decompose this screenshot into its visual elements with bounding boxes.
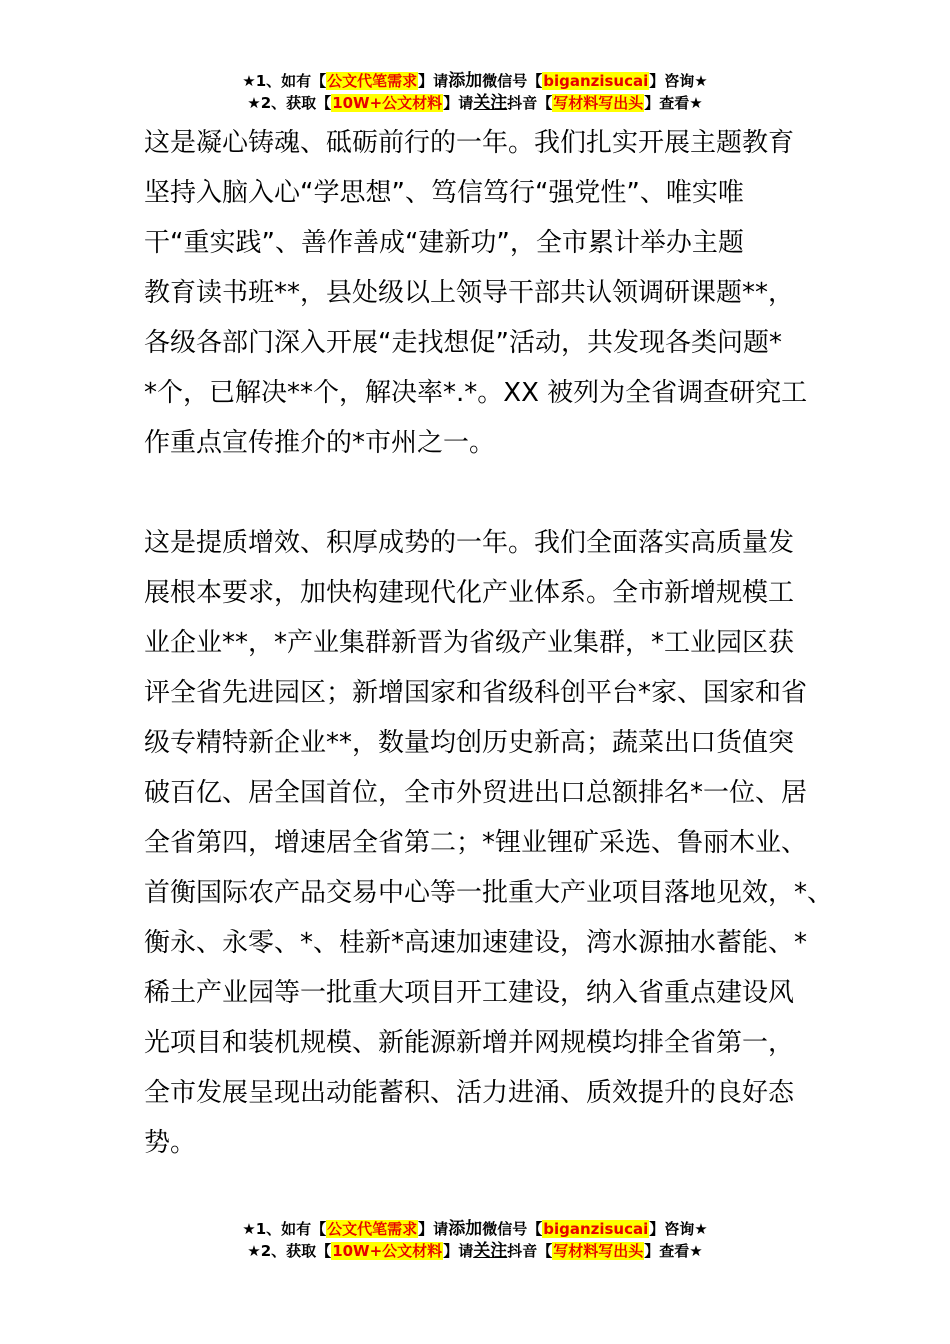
- banner-line-1: [0, 70, 950, 92]
- banner-text: ★2、获取【: [247, 1242, 332, 1260]
- banner-highlight-service: 公文代笔需求: [327, 1220, 418, 1238]
- text-line: 破百亿、居全国首位，全市外贸进出口总额排名*一位、居: [144, 778, 808, 808]
- paragraph-spacer: [144, 468, 816, 518]
- banner-text: ★1、如有【: [242, 72, 327, 90]
- text-line: 各级各部门深入开展“走找想促”活动，共发现各类问题*: [144, 328, 782, 358]
- banner-emphasis: 关注: [473, 93, 508, 113]
- text-line: 级专精特新企业**，数量均创历史新高；蔬菜出口货值突: [144, 728, 795, 758]
- banner-highlight-materials: 10W+公文材料: [332, 94, 443, 112]
- paragraph-1: [144, 118, 816, 468]
- text-line: 展根本要求，加快构建现代化产业体系。全市新增规模工: [144, 578, 795, 608]
- banner-line-2: [0, 1240, 950, 1262]
- text-line: 业企业**，*产业集群新晋为省级产业集群，*工业园区获: [144, 628, 795, 658]
- banner-emphasis: 添加: [448, 71, 483, 91]
- text-line: 全市发展呈现出动能蓄积、活力进涌、质效提升的良好态: [144, 1078, 795, 1108]
- banner-text: ★2、获取【: [247, 94, 332, 112]
- banner-emphasis: 关注: [473, 1241, 508, 1261]
- banner-text: 】请: [443, 1242, 474, 1260]
- text-line: 势。: [144, 1128, 197, 1158]
- text-line: 稀土产业园等一批重大项目开工建设，纳入省重点建设风: [144, 978, 795, 1008]
- banner-text: 】咨询★: [649, 72, 708, 90]
- banner-text: 】请: [418, 1220, 449, 1238]
- banner-text: ★1、如有【: [242, 1220, 327, 1238]
- banner-line-2: [0, 92, 950, 114]
- document-body: [144, 118, 834, 1168]
- text-line: 光项目和装机规模、新能源新增并网规模均排全省第一，: [144, 1028, 795, 1058]
- banner-text: 】请: [443, 94, 474, 112]
- banner-highlight-douyin-id: 写材料写出头: [553, 94, 644, 112]
- banner-highlight-wechat-id: biganzisucai: [543, 1220, 649, 1238]
- text-line: 首衡国际农产品交易中心等一批重大产业项目落地见效，*、: [144, 878, 834, 908]
- banner-text: 】请: [418, 72, 449, 90]
- banner-highlight-materials: 10W+公文材料: [332, 1242, 443, 1260]
- banner-highlight-douyin-id: 写材料写出头: [553, 1242, 644, 1260]
- banner-highlight-service: 公文代笔需求: [327, 72, 418, 90]
- banner-text: 微信号【: [482, 72, 543, 90]
- banner-emphasis: 添加: [448, 1219, 483, 1239]
- text-line: *个，已解决**个，解决率*.*。XX 被列为全省调查研究工: [144, 378, 808, 408]
- text-line: 这是提质增效、积厚成势的一年。我们全面落实高质量发: [144, 528, 795, 558]
- text-line: 这是凝心铸魂、砥砺前行的一年。我们扎实开展主题教育: [144, 128, 795, 158]
- paragraph-2: [144, 518, 834, 1168]
- banner-text: 微信号【: [482, 1220, 543, 1238]
- banner-highlight-wechat-id: biganzisucai: [543, 72, 649, 90]
- banner-text: 抖音【: [507, 94, 553, 112]
- footer-banner: [0, 1218, 950, 1262]
- text-line: 坚持入脑入心“学思想”、笃信笃行“强党性”、唯实唯: [144, 178, 744, 208]
- banner-line-1: [0, 1218, 950, 1240]
- banner-text: 】咨询★: [649, 1220, 708, 1238]
- text-line: 评全省先进园区；新增国家和省级科创平台*家、国家和省: [144, 678, 808, 708]
- text-line: 全省第四，增速居全省第二；*锂业锂矿采选、鲁丽木业、: [144, 828, 808, 858]
- text-line: 教育读书班**，县处级以上领导干部共认领调研课题**，: [144, 278, 795, 308]
- banner-text: 抖音【: [507, 1242, 553, 1260]
- text-line: 衡永、永零、*、桂新*高速加速建设，湾水源抽水蓄能、*: [144, 928, 808, 958]
- header-banner: [0, 70, 950, 114]
- banner-text: 】查看★: [644, 94, 703, 112]
- text-line: 干“重实践”、善作善成“建新功”，全市累计举办主题: [144, 228, 744, 258]
- text-line: 作重点宣传推介的*市州之一。: [144, 428, 496, 458]
- banner-text: 】查看★: [644, 1242, 703, 1260]
